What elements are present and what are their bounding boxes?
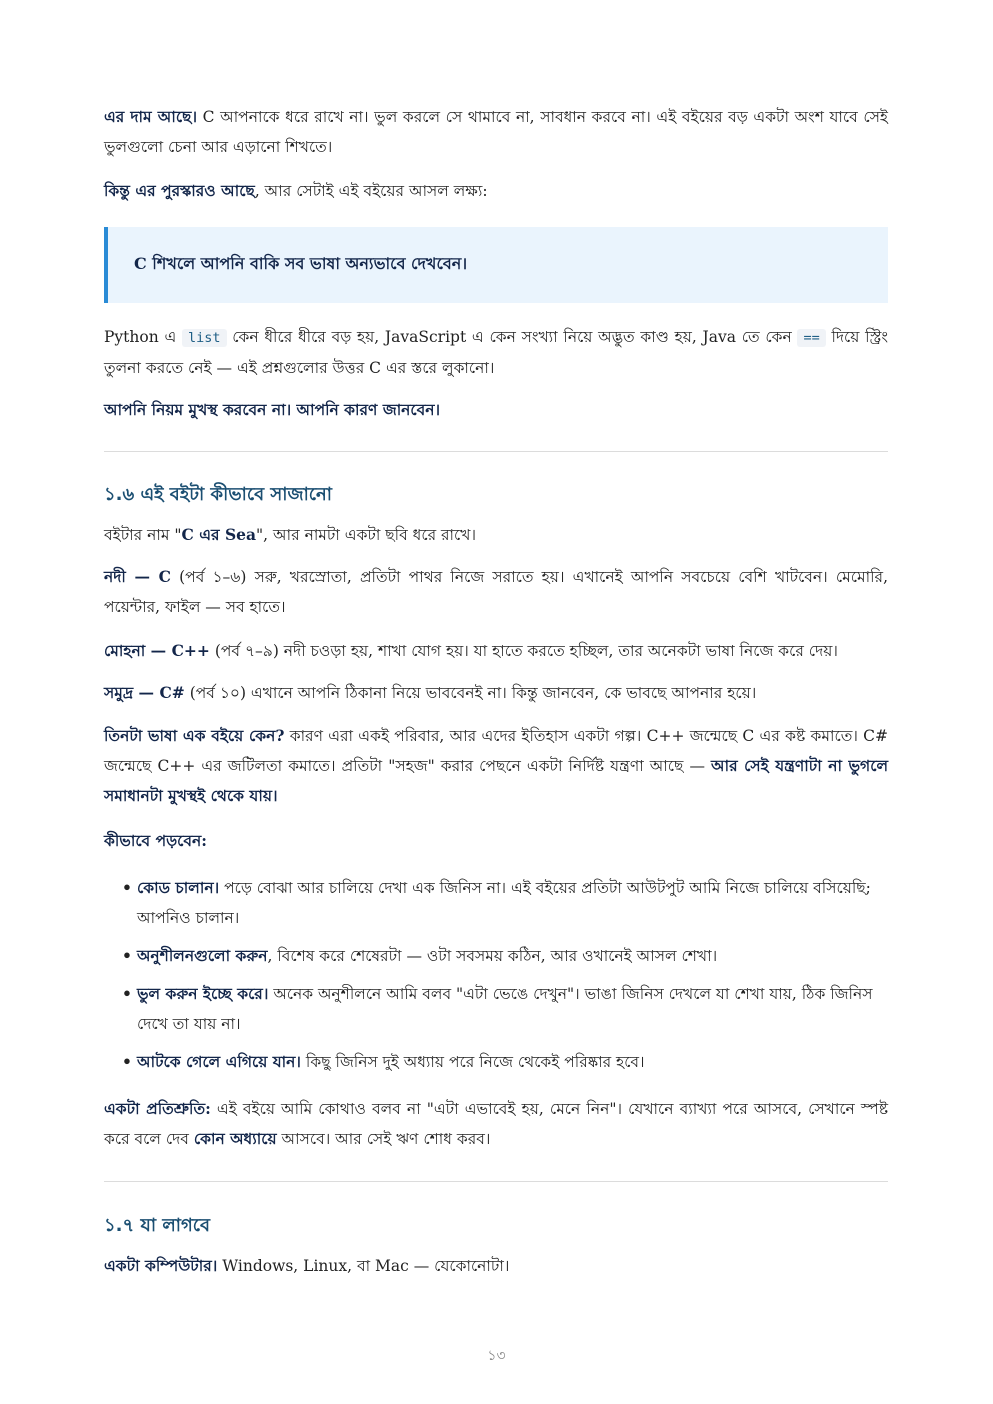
list-item [104, 873, 888, 933]
body-text: কিছু জিনিস দুই অধ্যায় পরে নিজে থেকেই পরিষ্কার হবে। [300, 1053, 645, 1071]
bold-text: কোন অধ্যায়ে [193, 1129, 277, 1148]
paragraph-python [104, 322, 888, 383]
callout-box [104, 227, 888, 303]
bold-text: কিন্তু এর পুরস্কারও আছে [104, 181, 255, 200]
bullet-list [104, 873, 888, 1085]
body-text: অনেক অনুশীলনে আমি বলব "এটা ভেঙে দেখুন"। ভাঙা জিনিস দেখলে যা শেখা যায়, ঠিক জিনিস দেখে তা যায় না। [137, 985, 873, 1033]
bold-text: একটা প্রতিশ্রুতি: [104, 1099, 211, 1118]
paragraph-river [104, 562, 888, 622]
body-text: দিয়ে স্ট্রিং তুলনা করতে নেই — এই প্রশ্নগুলোর উত্তর C এর স্তরে লুকানো। [104, 328, 888, 377]
paragraph-three-languages [104, 721, 888, 811]
section-heading: ১.৭ যা লাগবে [104, 1215, 211, 1236]
paragraph-sea [104, 678, 888, 708]
bold-text: মোহনা — C++ [104, 641, 210, 660]
bold-text: নদী — C [104, 567, 171, 586]
paragraph-computer [104, 1251, 888, 1281]
list-item [104, 1047, 888, 1077]
body-text: (পর্ব ১০) এখানে আপনি ঠিকানা নিয়ে ভাববেনই না। কিন্তু জানবেন, কে ভাবছে আপনার হয়ে। [184, 684, 757, 702]
bold-text: এর দাম আছে। [104, 107, 197, 126]
bold-text: আটকে গেলে এগিয়ে যান। [137, 1052, 301, 1071]
section-divider [104, 1181, 888, 1182]
bold-text: ভুল করুন ইচ্ছে করে। [137, 984, 269, 1003]
paragraph-promise [104, 1094, 888, 1154]
body-text: (পর্ব ১–৬) সরু, খরস্রোতা, প্রতিটা পাথর নিজে সরাতে হয়। এখানেই আপনি সবচেয়ে বেশি খাটবেন। মেমোরি, পয়েন্টার, ফাইল — সব হাতে। [104, 568, 888, 616]
paragraph-intro [104, 102, 888, 162]
paragraph-estuary [104, 636, 888, 666]
bold-text: অনুশীলনগুলো করুন [137, 946, 268, 965]
paragraph-how-to-read [104, 826, 888, 856]
inline-code: == [797, 329, 825, 347]
paragraph-reward [104, 176, 888, 206]
list-item [104, 979, 888, 1039]
paragraph-reason [104, 395, 888, 425]
page-number: ১৩ [487, 1348, 506, 1364]
paragraph-book-name [104, 520, 888, 550]
bold-text: আর সেই যন্ত্রণাটা না ভুগলে সমাধানটা মুখস্থই থেকে যায়। [104, 756, 888, 805]
body-text: এই বইয়ে আমি কোথাও বলব না "এটা এভাবেই হয়, মেনে নিন"। যেখানে ব্যাখ্যা পরে আসবে, সেখানে স্পষ্ট করে বলে দেব [104, 1100, 888, 1148]
callout-text: C শিখলে আপনি বাকি সব ভাষা অন্যভাবে দেখবেন। [134, 254, 468, 273]
body-text: (পর্ব ৭–৯) নদী চওড়া হয়, শাখা যোগ হয়। যা হাতে করতে হচ্ছিল, তার অনেকটা ভাষা নিজে করে দেয়। [209, 642, 838, 660]
body-text: ", আর নামটা একটা ছবি ধরে রাখে। [256, 526, 477, 544]
list-item [104, 941, 888, 971]
bold-text: কোড চালান। [137, 878, 220, 897]
body-text: Windows, Linux, বা Mac — যেকোনোটা। [217, 1257, 510, 1275]
body-text: , বিশেষ করে শেষেরটা — ওটা সবসময় কঠিন, আর ওখানেই আসল শেখা। [267, 947, 718, 965]
body-text: কারণ এরা একই পরিবার, আর এদের ইতিহাস একটা গল্প। C++ জন্মেছে C এর কষ্ট কমাতে। C# জন্মেছে C++ এর জটিলতা কমাতে। প্রতিটা "সহজ" করার পেছনে একটা নির্দিষ্ট যন্ত্রণা আছে — [104, 727, 888, 775]
body-text: পড়ে বোঝা আর চালিয়ে দেখা এক জিনিস না। এই বইয়ের প্রতিটা আউটপুট আমি নিজে চালিয়ে বসিয়েছি; আপনিও চালান। [137, 879, 871, 927]
bold-text: C এর Sea [181, 525, 257, 544]
inline-code: list [182, 329, 227, 347]
body-text: C আপনাকে ধরে রাখে না। ভুল করলে সে থামাবে না, সাবধান করবে না। এই বইয়ের বড় একটা অংশ যাবে সেই ভুলগুলো চেনা আর এড়ানো শিখতে। [104, 108, 888, 156]
body-text: , আর সেটাই এই বইয়ের আসল লক্ষ্য: [254, 182, 488, 200]
bold-text: তিনটা ভাষা এক বইয়ে কেন? [104, 726, 285, 745]
section-divider [104, 451, 888, 452]
body-text: কেন ধীরে ধীরে বড় হয়, JavaScript এ কেন সংখ্যা নিয়ে অদ্ভুত কাণ্ড হয়, Java তে কেন [226, 328, 798, 346]
body-text: বইটার নাম " [104, 526, 182, 544]
bold-text: সমুদ্র — C# [104, 683, 185, 702]
bold-text: আপনি নিয়ম মুখস্থ করবেন না। আপনি কারণ জানবেন। [104, 400, 441, 419]
bold-text: একটা কম্পিউটার। [104, 1256, 218, 1275]
body-text: আসবে। আর সেই ঋণ শোধ করব। [276, 1130, 491, 1148]
body-text: Python এ [104, 328, 182, 346]
section-heading: ১.৬ এই বইটা কীভাবে সাজানো [104, 484, 333, 505]
bold-text: কীভাবে পড়বেন: [104, 831, 207, 850]
